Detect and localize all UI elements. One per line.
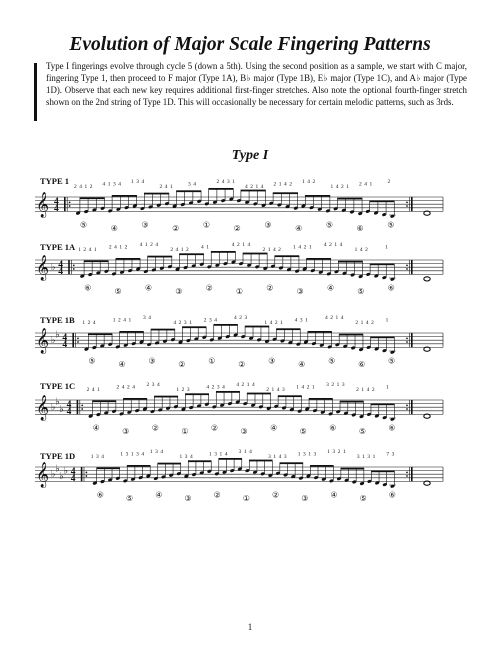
string-number: ⑥	[388, 490, 396, 500]
string-number: ⑤	[388, 356, 396, 366]
repeat-dot	[69, 205, 71, 207]
fingering-number: 2 4 1 2	[170, 247, 190, 253]
fingering-number: 1 3 1 3 4	[120, 451, 145, 458]
fingering-number: 2 3 4	[146, 382, 161, 388]
fingering-number: 2 4 2 4	[116, 384, 136, 391]
fingering-number: 4 2 1 4	[231, 242, 251, 248]
note-beam	[369, 200, 394, 202]
flat-icon: ♭	[63, 465, 69, 477]
fingering-number: 3 2 1 3	[326, 382, 346, 388]
fingering-number: 2 1 4 2	[355, 320, 375, 326]
string-number: ②	[266, 283, 274, 293]
system-label: TYPE 1	[40, 176, 70, 186]
string-number: ④	[295, 223, 303, 233]
string-number: ⑤	[359, 493, 367, 503]
repeat-dot	[69, 202, 71, 204]
note-beam	[371, 470, 395, 472]
string-number: ④	[118, 359, 126, 369]
fingering-number: 2 4 1	[86, 387, 101, 393]
fingering-number: 1 3 4	[131, 179, 145, 185]
string-number: ③	[122, 426, 130, 436]
repeat-dot	[73, 268, 75, 270]
fingering-number: 4 1	[201, 244, 210, 251]
string-number: ③	[148, 356, 156, 366]
string-number: ⑥	[387, 283, 395, 293]
string-number: ③	[264, 220, 272, 230]
fingering-number: 4 3 1	[294, 317, 309, 324]
note-beam	[157, 463, 181, 465]
note-beam	[370, 263, 395, 265]
fingering-number: 2 3 4	[203, 317, 218, 324]
fingering-number: 4 2 3 1	[173, 320, 193, 326]
repeat-bar-thick	[411, 467, 413, 481]
repeat-dot	[81, 408, 83, 410]
string-number: ⑥	[388, 423, 396, 433]
string-number: ①	[208, 356, 216, 366]
fingering-number: 1 4 2	[354, 247, 369, 253]
string-number: ⑥	[96, 490, 104, 500]
repeat-bar-thick	[411, 260, 413, 274]
fingering-number: 7 3	[386, 451, 395, 458]
string-number: ④	[144, 283, 153, 293]
fingering-number: 1 3 1 4	[209, 451, 229, 458]
string-number: ④	[330, 490, 338, 500]
string-number: ②	[205, 283, 213, 293]
flat-icon: ♭	[55, 396, 60, 408]
string-number: ③	[141, 220, 149, 230]
fingering-number: 1 4 2 1	[330, 184, 350, 190]
fingering-number: 2 4 1	[359, 181, 373, 188]
treble-clef-icon: 𝄞	[36, 255, 50, 281]
flat-icon: ♭	[51, 262, 56, 273]
note-beam	[211, 251, 236, 253]
note-beam	[306, 258, 331, 260]
fingering-number: 3 1 3 1	[356, 454, 376, 460]
string-number: ②	[178, 359, 186, 369]
note-beam	[96, 467, 120, 469]
repeat-dot	[406, 405, 408, 407]
fingering-number: 1 4 2 1	[264, 320, 284, 326]
repeat-bar-thick	[64, 197, 66, 211]
time-signature-bottom: 4	[70, 474, 76, 484]
repeat-bar-thick	[72, 333, 74, 347]
repeat-dot	[406, 472, 408, 474]
whole-note	[424, 481, 430, 485]
string-number: ⑤	[126, 493, 134, 503]
repeat-dot	[406, 408, 408, 410]
string-number: ⑤	[88, 356, 96, 366]
fingering-number: 1 2 4 1	[78, 247, 98, 253]
fingering-number: 2 4 1	[159, 184, 174, 190]
note-beam	[273, 192, 298, 194]
note-beam	[123, 398, 147, 400]
repeat-bar-thick	[411, 400, 413, 414]
note-beam	[144, 193, 169, 195]
fingering-number: 2 4 3 1	[216, 179, 236, 185]
fingering-number: 3 4	[143, 315, 152, 321]
string-number: ③	[268, 356, 276, 366]
string-number: ②	[272, 490, 280, 500]
fingering-number: 1 3 4	[90, 454, 105, 460]
string-number: ④	[92, 423, 100, 433]
fingering-number: 1	[386, 384, 390, 391]
repeat-dot	[86, 475, 88, 477]
time-signature-bottom: 4	[62, 340, 68, 350]
note-beam	[280, 462, 304, 464]
whole-note	[424, 347, 430, 351]
note-beam	[88, 333, 112, 335]
flat-icon: ♭	[51, 402, 56, 413]
treble-clef-icon: 𝄞	[36, 395, 50, 421]
note-beam	[208, 188, 233, 190]
fingering-number: 4 2 3 4	[206, 384, 226, 391]
repeat-dot	[406, 268, 408, 270]
fingering-number: 1 4 2 1	[296, 384, 316, 391]
note-beam	[278, 395, 302, 397]
time-signature-top: 4	[58, 259, 63, 270]
time-signature-top: 4	[54, 196, 59, 207]
fingering-number: 2 4 1 2	[108, 244, 128, 251]
repeat-dot	[406, 341, 408, 343]
fingering-number: 1 3 2 1	[327, 449, 347, 455]
string-number: ②	[210, 423, 219, 433]
repeat-dot	[77, 338, 79, 340]
repeat-dot	[86, 472, 88, 474]
fingering-number: 1	[385, 244, 389, 251]
fingering-number: 4 2 1 4	[325, 315, 345, 321]
note-beam	[274, 255, 299, 257]
fingering-number: 1 4 2 1	[293, 244, 313, 251]
string-number: ③	[184, 493, 192, 503]
flat-icon: ♭	[51, 335, 56, 346]
fingering-number: 2 1 4 2	[262, 247, 282, 253]
fingering-number: 1 2 4	[82, 320, 97, 326]
string-number: ⑤	[357, 286, 365, 296]
repeat-dot	[406, 475, 408, 477]
note-beam	[310, 465, 334, 467]
flat-icon: ♭	[51, 469, 56, 480]
time-signature-top: 4	[70, 466, 76, 477]
fingering-number: 1 3 4	[179, 454, 194, 460]
string-number: ②	[172, 223, 180, 233]
fingering-number: 2 1 4 2	[273, 181, 293, 188]
note-beam	[213, 324, 237, 326]
string-number: ⑥	[84, 283, 92, 293]
fingering-number: 4 1 2 4	[139, 242, 159, 248]
note-beam	[341, 468, 365, 470]
note-beam	[218, 458, 242, 460]
note-beam	[305, 195, 330, 197]
string-number: ⑤	[325, 220, 333, 230]
repeat-bar-thick	[81, 467, 83, 481]
note-beam	[370, 336, 394, 338]
string-number: ⑥	[358, 359, 366, 369]
string-number: ④	[270, 423, 278, 433]
whole-note	[424, 414, 430, 418]
repeat-bar-thick	[411, 197, 413, 211]
fingering-number: 1 3 4	[149, 449, 164, 455]
fingering-number: 3 1 4 3	[268, 454, 288, 460]
time-signature-bottom: 4	[58, 267, 63, 277]
string-number: ④	[326, 283, 335, 293]
flat-icon: ♭	[59, 470, 64, 482]
note-beam	[119, 331, 143, 333]
string-number: ②	[151, 423, 159, 433]
string-number: ②	[213, 490, 221, 500]
fingering-number: 2 4 1 2	[74, 184, 94, 190]
time-signature-bottom: 4	[66, 407, 72, 417]
repeat-dot	[406, 265, 408, 267]
string-number: ⑤	[299, 426, 307, 436]
treble-clef-icon: 𝄞	[36, 192, 50, 218]
repeat-dot	[406, 338, 408, 340]
page-number: 1	[247, 622, 253, 632]
repeat-bar-thick	[68, 260, 70, 274]
string-number: ②	[233, 223, 241, 233]
system-label: TYPE 1D	[40, 451, 76, 461]
string-number: ⑤	[387, 220, 395, 230]
repeat-bar-thick	[411, 333, 413, 347]
fingering-number: 1 2 3	[176, 387, 191, 393]
fingering-number: 1 3 1 3	[297, 451, 317, 458]
note-beam	[116, 258, 141, 260]
note-beam	[147, 256, 172, 258]
fingering-number: 1	[385, 317, 389, 324]
string-number: ③	[296, 286, 304, 296]
fingering-number: 1 4 2	[302, 179, 316, 185]
string-number: ①	[202, 220, 211, 230]
fingering-number: 3 1 4	[238, 449, 253, 455]
note-beam	[337, 198, 362, 200]
string-number: ③	[301, 493, 309, 503]
system-label: TYPE 1A	[40, 242, 76, 252]
string-number: ⑤	[328, 356, 336, 366]
whole-note	[424, 211, 430, 215]
note-beam	[338, 261, 363, 263]
fingering-number: 2 1 4 3	[266, 387, 286, 393]
document-title: Evolution of Major Scale Fingering Patterns	[69, 34, 431, 55]
note-beam	[80, 197, 105, 199]
string-number: ④	[110, 223, 118, 233]
string-number: ④	[298, 359, 306, 369]
string-number: ⑤	[358, 426, 367, 436]
flat-icon: ♭	[59, 403, 64, 415]
fingering-number: 4 2 1 4	[323, 242, 343, 248]
repeat-dot	[406, 205, 408, 207]
repeat-dot	[77, 341, 79, 343]
note-beam	[84, 260, 109, 262]
note-beam	[309, 398, 333, 400]
string-number: ①	[235, 286, 244, 296]
note-beam	[339, 334, 363, 336]
time-signature-top: 4	[66, 399, 72, 410]
fingering-number: 2	[387, 179, 391, 185]
note-beam	[276, 328, 300, 330]
fingering-number: 4 2 1 4	[236, 382, 256, 388]
fingering-number: 4 1 3 4	[102, 181, 122, 188]
note-beam	[216, 391, 240, 393]
time-signature-top: 4	[62, 332, 68, 343]
string-number: ③	[175, 286, 183, 296]
repeat-bar-thick	[77, 400, 79, 414]
string-number: ①	[242, 493, 250, 503]
note-beam	[176, 190, 201, 192]
flat-icon: ♭	[55, 329, 60, 341]
string-number: ④	[155, 490, 163, 500]
note-beam	[340, 401, 364, 403]
note-beam	[188, 460, 212, 462]
fingering-number: 2 1 4 2	[356, 387, 376, 393]
system-label: TYPE 1B	[40, 315, 75, 325]
flat-icon: ♭	[55, 463, 60, 475]
note-beam	[371, 403, 395, 405]
fingering-number: 4 2 3	[234, 315, 248, 321]
note-beam	[185, 393, 209, 395]
note-beam	[179, 253, 204, 255]
intro-paragraph: Type I fingerings evolve through cycle 5 (down a 5th). Using the second position as a sample, we start with C major, fingering Type 1, then proceed to F major (Type 1A), B♭ major (Type 1B), E♭ major (Type 1C), and A♭ major (Type 1D). Observe that each new key requires additional first-finger stretches. Also note the optional fourth-finger stretch shown on the 2nd string of Type 1D. This will occasionally be necessary for certain melodic patterns, such as 3rds.	[46, 61, 467, 107]
fingering-number: 3 4	[188, 181, 197, 188]
note-beam	[151, 329, 175, 331]
treble-clef-icon: 𝄞	[36, 328, 50, 354]
note-beam	[112, 195, 137, 197]
string-number: ②	[238, 359, 246, 369]
note-beam	[182, 326, 206, 328]
whole-note	[424, 277, 430, 281]
repeat-dot	[73, 265, 75, 267]
string-number: ①	[181, 426, 189, 436]
section-subtitle: Type I	[231, 148, 269, 163]
fingering-number: 4 2 1 4	[245, 184, 265, 190]
string-number: ⑥	[329, 423, 337, 433]
system-label: TYPE 1C	[40, 381, 76, 391]
fingering-number: 1 2 4 1	[112, 317, 132, 324]
string-number: ⑥	[356, 223, 364, 233]
string-number: ⑤	[114, 286, 122, 296]
note-beam	[308, 331, 332, 333]
string-number: ⑤	[80, 220, 88, 230]
note-beam	[154, 396, 178, 398]
note-beam	[92, 400, 116, 402]
repeat-dot	[81, 405, 83, 407]
treble-clef-icon: 𝄞	[36, 462, 50, 488]
repeat-dot	[406, 202, 408, 204]
note-beam	[127, 465, 151, 467]
string-number: ③	[240, 426, 248, 436]
time-signature-bottom: 4	[54, 204, 59, 214]
